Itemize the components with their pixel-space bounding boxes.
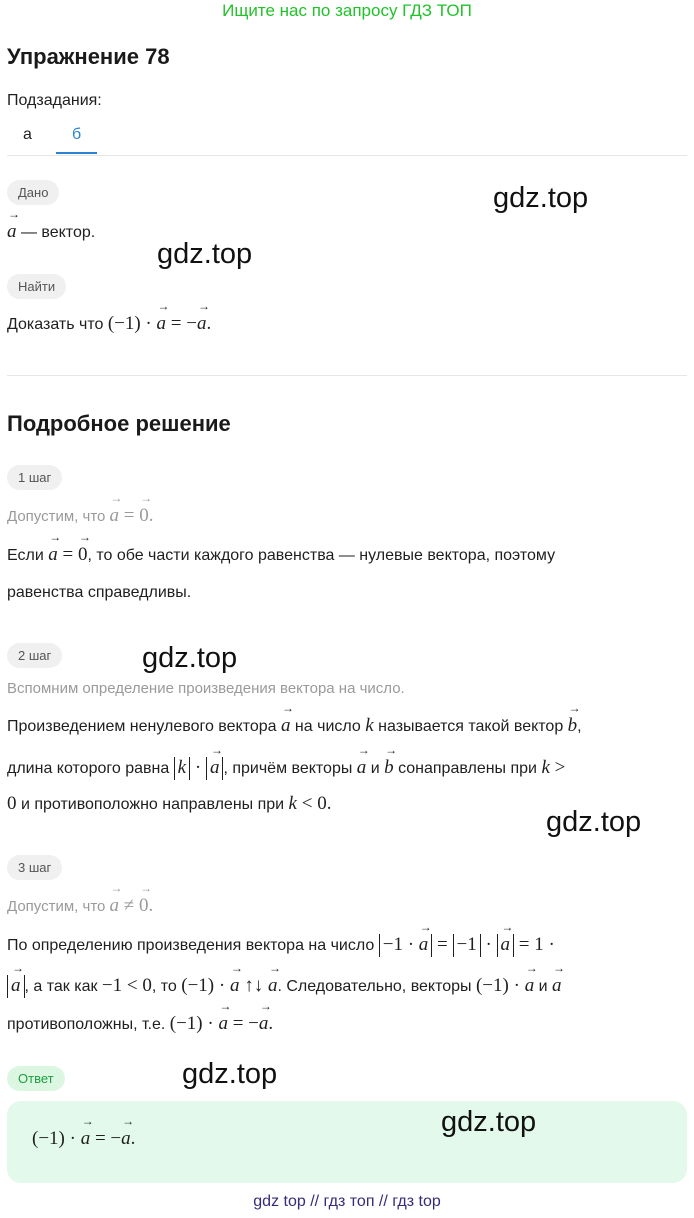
vector-a: → a	[197, 313, 207, 335]
vector-zero: → 0	[139, 895, 149, 917]
text: , то	[151, 978, 182, 995]
text: Произведением ненулевого вектора	[7, 718, 281, 735]
step3-line3	[7, 1013, 273, 1035]
math-part: .	[326, 793, 332, 814]
step3-badge: 3 шаг	[7, 855, 62, 880]
vector-a: → a	[110, 505, 120, 527]
vector-a: → a	[81, 1128, 91, 1150]
text: сонаправлены при	[393, 760, 542, 777]
norm-a	[497, 934, 515, 957]
math-part: ·	[480, 934, 497, 955]
step2-badge: 2 шаг	[7, 643, 62, 668]
vector-a: → a	[210, 757, 220, 780]
tab-a[interactable]: а	[23, 126, 32, 143]
watermark: gdz.top	[546, 806, 642, 838]
text: Если	[7, 547, 49, 564]
text: , то обе части каждого равенства — нулевые вектора, поэтому	[87, 547, 556, 564]
answer-text	[32, 1128, 135, 1150]
vector-b: → b	[568, 715, 578, 737]
step1-line1	[7, 544, 555, 566]
math-k: k	[365, 715, 374, 736]
math-part: .	[148, 505, 154, 526]
math-part: −1	[456, 934, 477, 955]
text: , а так как	[24, 978, 102, 995]
subtasks-label: Подзадания:	[7, 92, 102, 109]
vector-a: → a	[357, 757, 367, 779]
text: на число	[290, 718, 366, 735]
math-part: (−1) ·	[475, 975, 525, 996]
math-part: .	[130, 1128, 136, 1149]
given-desc: — вектор.	[16, 224, 96, 241]
section-divider	[7, 375, 687, 376]
math-part: (−1) ·	[181, 975, 230, 996]
norm-product	[379, 934, 433, 957]
math-part: = 1 ·	[514, 934, 555, 955]
text: . Следовательно, векторы	[277, 978, 476, 995]
math-part: (−1) ·	[107, 313, 157, 334]
vector-a: → a	[230, 975, 240, 997]
vector-a: → a	[259, 1013, 269, 1035]
text: По определению произведения вектора на число	[7, 937, 379, 954]
text: и	[366, 760, 385, 777]
math-part: .	[268, 1013, 274, 1034]
tab-b[interactable]: б	[72, 126, 82, 143]
math-part: = −	[227, 1013, 259, 1034]
step2-line3	[7, 793, 331, 815]
math-part: =	[57, 544, 78, 565]
math-k: k	[541, 757, 550, 778]
page-title: Упражнение 78	[7, 44, 170, 69]
vector-b: → b	[384, 757, 394, 779]
vector-a: → a	[7, 221, 17, 243]
step1-badge: 1 шаг	[7, 465, 62, 490]
math-part: ≠	[119, 895, 139, 916]
solution-title: Подробное решение	[7, 411, 231, 436]
tabs-divider	[7, 155, 687, 156]
step3-hint	[7, 895, 153, 917]
vector-a: → a	[552, 975, 562, 997]
abs-minus-one	[453, 934, 481, 957]
text: , причём векторы	[223, 760, 357, 777]
text: и	[534, 978, 553, 995]
vector-zero: → 0	[139, 505, 149, 527]
math-part: < 0	[296, 793, 327, 814]
find-text	[7, 313, 211, 335]
vector-a: → a	[281, 715, 291, 737]
text: и противоположно направлены при	[16, 796, 289, 813]
watermark: gdz.top	[441, 1106, 537, 1138]
text: называется такой вектор	[373, 718, 568, 735]
step3-line2	[7, 975, 562, 998]
step3-line1	[7, 934, 555, 957]
find-badge: Найти	[7, 274, 66, 299]
math-part: 0	[7, 793, 17, 814]
hint-text: Допустим, что	[7, 508, 110, 525]
promo-banner[interactable]: Ищите нас по запросу ГДЗ ТОП	[222, 1, 472, 20]
find-prefix: Доказать что	[7, 316, 108, 333]
vector-a: → a	[501, 934, 511, 957]
vector-a: → a	[157, 313, 167, 335]
math-part: = −	[90, 1128, 122, 1149]
watermark: gdz.top	[157, 238, 253, 270]
vector-a: → a	[268, 975, 278, 997]
norm-a	[7, 975, 25, 998]
step2-line2	[7, 757, 565, 780]
math-part: = −	[166, 313, 197, 334]
math-part: =	[432, 934, 453, 955]
text: длина которого равна	[7, 760, 174, 777]
vector-a: → a	[48, 544, 58, 566]
math-k: k	[177, 757, 187, 778]
vector-a: → a	[11, 975, 21, 998]
step2-line1	[7, 715, 582, 737]
vector-a: → a	[110, 895, 120, 917]
step2-hint: Вспомним определение произведения вектора на число.	[7, 680, 405, 697]
vector-a: → a	[419, 934, 429, 957]
abs-k	[174, 757, 190, 780]
math-part: =	[119, 505, 140, 526]
vector-zero: → 0	[78, 544, 88, 566]
hint-text: Допустим, что	[7, 898, 110, 915]
watermark: gdz.top	[493, 182, 589, 214]
math-part: >	[549, 757, 566, 778]
math-part: (−1) ·	[32, 1128, 81, 1149]
watermark: gdz.top	[142, 642, 238, 674]
math-k: k	[288, 793, 297, 814]
norm-a	[206, 757, 224, 780]
text: противоположны, т.е.	[7, 1016, 170, 1033]
math-part: −1 < 0	[101, 975, 152, 996]
math-part: .	[148, 895, 154, 916]
vector-a: → a	[218, 1013, 228, 1035]
math-part: (−1) ·	[169, 1013, 219, 1034]
given-badge: Дано	[7, 180, 59, 205]
math-part: ·	[190, 757, 206, 778]
step1-line2: равенства справедливы.	[7, 584, 192, 601]
vector-a: → a	[525, 975, 535, 997]
step1-hint	[7, 505, 154, 527]
answer-badge: Ответ	[7, 1066, 65, 1091]
text: ,	[577, 718, 582, 735]
math-part: .	[206, 313, 212, 334]
opposite-arrows-icon: ↑↓	[239, 975, 268, 996]
footer-links[interactable]: gdz top // гдз топ // гдз top	[253, 1193, 441, 1210]
watermark: gdz.top	[182, 1058, 278, 1090]
given-text	[7, 221, 95, 243]
math-part: −1 ·	[382, 934, 419, 955]
active-tab-indicator	[56, 152, 97, 154]
vector-a: → a	[121, 1128, 131, 1150]
